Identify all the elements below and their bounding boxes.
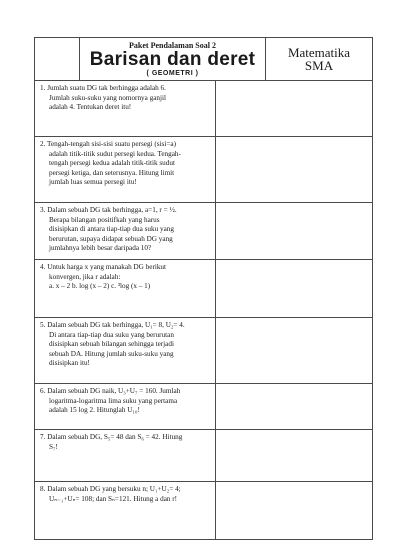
question-line: disisipkan di antara tiap-tiap dua suku yang xyxy=(49,225,174,234)
questions-table xyxy=(34,80,373,540)
question-text xyxy=(35,318,216,384)
question-line: 3. Dalam sebuah DG tak berhingga, a=1, r = ½. xyxy=(40,206,177,214)
answer-space[interactable] xyxy=(216,260,373,318)
question-line: a. x – 2 b. log (x – 2) c. ³log (x – 1) xyxy=(49,282,151,291)
question-row xyxy=(35,318,373,384)
question-line: logaritma-logaritma lima suku yang pertama xyxy=(49,396,178,405)
question-line: Jumlah suku-suku yang nomornya ganjil xyxy=(49,93,166,102)
header-table xyxy=(34,37,373,81)
question-row xyxy=(35,482,373,540)
question-text xyxy=(35,482,216,540)
question-line: 2. Tengah-tengah sisi-sisi suatu persegi (sisi=a) xyxy=(40,140,176,148)
question-line: sebuah DA. Hitung jumlah suku-suku yang xyxy=(49,349,174,358)
answer-space[interactable] xyxy=(216,81,373,137)
question-row xyxy=(35,137,373,203)
question-line: adalah titik-titik sudut persegi kedua. Tengah- xyxy=(49,149,181,158)
logo-cell xyxy=(35,38,80,81)
question-line: berurutan, supaya didapat sebuah DG yang xyxy=(49,234,173,243)
answer-space[interactable] xyxy=(216,318,373,384)
page-title: Barisan dan deret xyxy=(89,49,256,70)
answer-space[interactable] xyxy=(216,384,373,430)
answer-space[interactable] xyxy=(216,203,373,260)
question-line: 4. Untuk harga x yang manakah DG berikut xyxy=(40,263,167,271)
question-line: disisipkan sebuah bilangan sehingga terjadi xyxy=(49,340,174,349)
question-line: persegi ketiga, dan seterusnya. Hitung limit xyxy=(49,168,175,177)
packet-label: Paket Pendalaman Soal 2 xyxy=(129,41,216,50)
question-text xyxy=(35,203,216,260)
question-text xyxy=(35,81,216,137)
question-line: Di antara tiap-tiap dua suku yang berurutan xyxy=(49,330,174,339)
question-text xyxy=(35,384,216,430)
question-text xyxy=(35,430,216,482)
title-cell xyxy=(80,38,266,81)
question-row xyxy=(35,260,373,318)
level-label: SMA xyxy=(304,58,334,73)
question-line: 5. Dalam sebuah DG tak berhingga, U₁= 8, U₂= 4. xyxy=(40,321,185,329)
question-text xyxy=(35,137,216,203)
question-line: 6. Dalam sebuah DG naik, U₃+U₇ = 160. Jumlah xyxy=(40,387,181,395)
question-line: adalah 15 log 2. Hitunglah U₁₀! xyxy=(49,406,140,415)
answer-space[interactable] xyxy=(216,430,373,482)
page-subtitle: ( GEOMETRI ) xyxy=(146,70,199,77)
question-line: adalah 4. Tentukan deret itu! xyxy=(49,103,132,112)
question-line: Berapa bilangan positifkah yang harus xyxy=(49,215,160,224)
subject-cell xyxy=(266,38,373,81)
question-line: tengah persegi kedua adalah titik-titik sudut xyxy=(49,159,175,168)
question-line: S₇! xyxy=(49,442,58,451)
question-line: konvergen, jika r adalah: xyxy=(49,272,121,281)
question-row xyxy=(35,430,373,482)
question-line: 7. Dalam sebuah DG, S₅= 48 dan S₆ = 42. Hitung xyxy=(40,433,183,441)
answer-space[interactable] xyxy=(216,137,373,203)
question-line: jumlahnya lebih besar daripada 10? xyxy=(49,244,152,253)
question-row xyxy=(35,203,373,260)
question-row xyxy=(35,384,373,430)
question-row xyxy=(35,81,373,137)
answer-space[interactable] xyxy=(216,482,373,540)
question-line: Uₙ₋₁+Uₙ= 108; dan Sₙ=121. Hitung a dan r! xyxy=(49,494,178,503)
worksheet xyxy=(34,37,373,540)
question-text xyxy=(35,260,216,318)
question-line: jumlah luas semua persegi itu! xyxy=(49,178,137,187)
question-line: 8. Dalam sebuah DG yang bersuku n; U₁+U₂= 4; xyxy=(40,485,181,493)
question-line: disisipkan itu! xyxy=(49,359,90,368)
question-line: 1. Jumlah suatu DG tak berhingga adalah 6. xyxy=(40,84,166,92)
subject-label: Matematika xyxy=(287,45,351,60)
